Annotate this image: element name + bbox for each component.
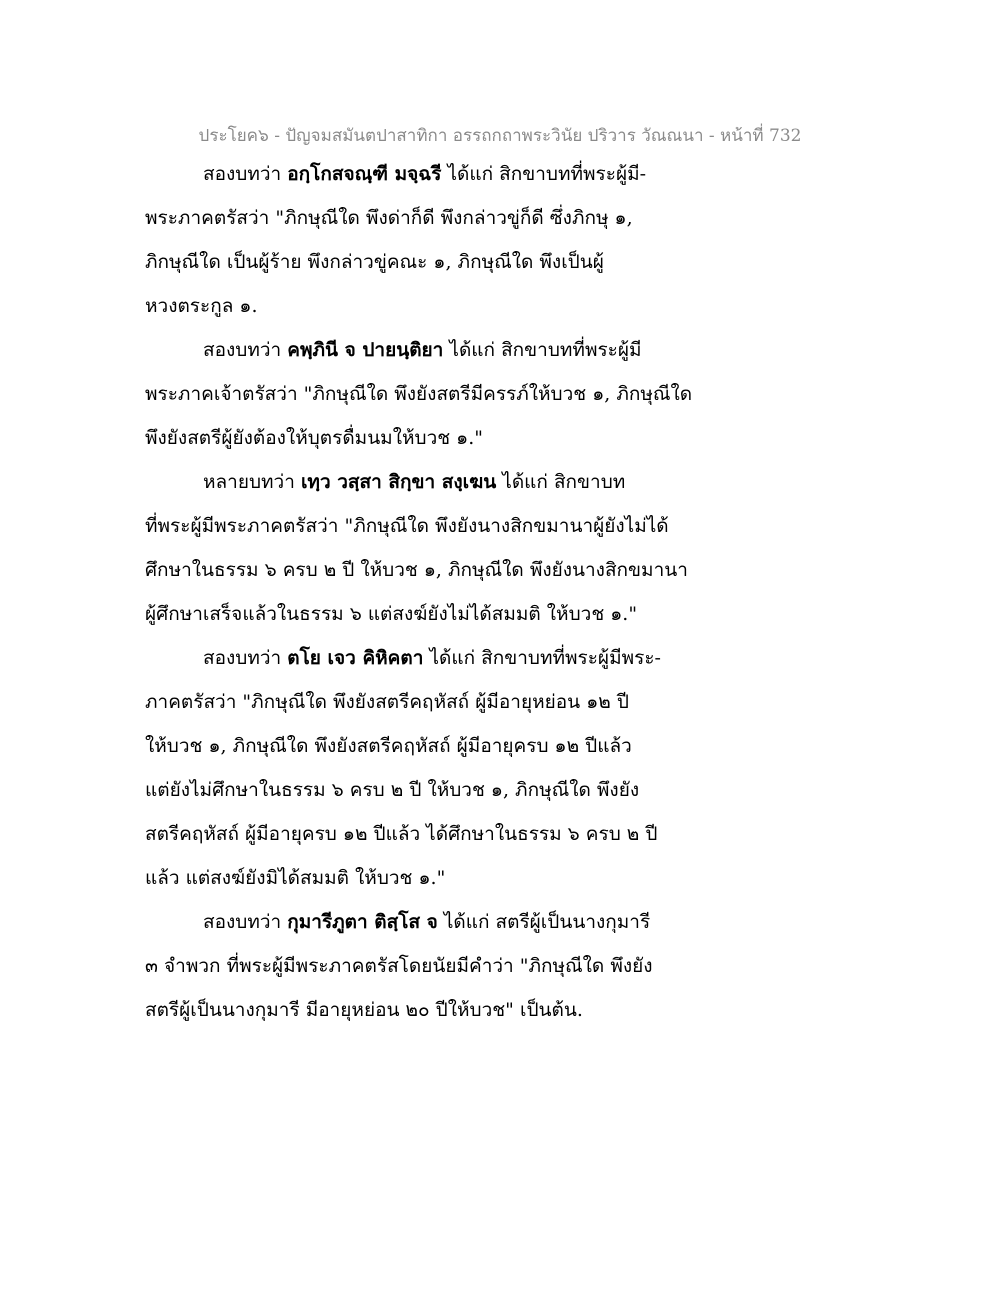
trail-text: ได้แก่ สิกขาบทที่พระผู้มีพระ- bbox=[423, 647, 661, 669]
trail-text: ได้แก่ สตรีผู้เป็นนางกุมารี bbox=[437, 911, 651, 933]
trail-text: ได้แก่ สิกขาบทที่พระผู้มี bbox=[443, 339, 642, 361]
trail-text: ได้แก่ สิกขาบทที่พระผู้มี- bbox=[441, 163, 647, 185]
trail-text: ได้แก่ สิกขาบท bbox=[496, 471, 626, 493]
body-text bbox=[145, 152, 745, 1032]
text-line: ภิกษุณีใด เป็นผู้ร้าย พึงกล่าวขู่คณะ ๑, ภิกษุณีใด พึงเป็นผู้ bbox=[145, 251, 604, 273]
pali-term: เทฺว วสฺสา สิกฺขา สงฺเฆน bbox=[300, 471, 497, 493]
text-line: พระภาคเจ้าตรัสว่า "ภิกษุณีใด พึงยังสตรีมีครรภ์ให้บวช ๑, ภิกษุณีใด bbox=[145, 383, 693, 405]
text-line: แล้ว แต่สงฆ์ยังมิได้สมมติ ให้บวช ๑." bbox=[145, 867, 446, 889]
lead-text: สองบทว่า bbox=[203, 339, 288, 361]
lead-text: สองบทว่า bbox=[203, 163, 288, 185]
pali-term: อกฺโกสจณฺฑี มจฺฉรี bbox=[287, 163, 442, 185]
paragraph bbox=[145, 636, 745, 900]
text-line: ศึกษาในธรรม ๖ ครบ ๒ ปี ให้บวช ๑, ภิกษุณีใด พึงยังนางสิกขมานา bbox=[145, 559, 688, 581]
text-line: พระภาคตรัสว่า "ภิกษุณีใด พึงด่าก็ดี พึงกล่าวขู่ก็ดี ซึ่งภิกษุ ๑, bbox=[145, 207, 633, 229]
text-line: พึงยังสตรีผู้ยังต้องให้บุตรดื่มนมให้บวช ๑." bbox=[145, 427, 484, 449]
pali-term: คพฺภินี จ ปายนฺติยา bbox=[287, 339, 444, 361]
lead-text: สองบทว่า bbox=[203, 911, 288, 933]
paragraph-first-line bbox=[145, 636, 745, 680]
text-line: สตรีผู้เป็นนางกุมารี มีอายุหย่อน ๒๐ ปีให้บวช" เป็นต้น. bbox=[145, 999, 583, 1021]
paragraph-first-line bbox=[145, 460, 745, 504]
text-line: ที่พระผู้มีพระภาคตรัสว่า "ภิกษุณีใด พึงยังนางสิกขมานาผู้ยังไม่ได้ bbox=[145, 515, 669, 537]
paragraph bbox=[145, 152, 745, 328]
page-header: ประโยค๖ - ปัญจมสมันตปาสาทิกา อรรถกถาพระวินัย ปริวาร วัณณนา - หน้าที่ 732 bbox=[198, 126, 802, 146]
paragraph bbox=[145, 900, 745, 1032]
text-line: ให้บวช ๑, ภิกษุณีใด พึงยังสตรีคฤหัสถ์ ผู้มีอายุครบ ๑๒ ปีแล้ว bbox=[145, 735, 632, 757]
text-line: ๓ จำพวก ที่พระผู้มีพระภาคตรัสโดยนัยมีคำว่า "ภิกษุณีใด พึงยัง bbox=[145, 955, 653, 977]
paragraph-first-line bbox=[145, 328, 745, 372]
text-line: สตรีคฤหัสถ์ ผู้มีอายุครบ ๑๒ ปีแล้ว ได้ศึกษาในธรรม ๖ ครบ ๒ ปี bbox=[145, 823, 658, 845]
lead-text: สองบทว่า bbox=[203, 647, 288, 669]
pali-term: กุมารีภูตา ติสฺโส จ bbox=[287, 911, 438, 933]
paragraph-first-line bbox=[145, 152, 745, 196]
paragraph-first-line bbox=[145, 900, 745, 944]
paragraph bbox=[145, 460, 745, 636]
pali-term: ตโย เจว คิหิคตา bbox=[287, 647, 424, 669]
text-line: หวงตระกูล ๑. bbox=[145, 295, 258, 317]
paragraph bbox=[145, 328, 745, 460]
lead-text: หลายบทว่า bbox=[203, 471, 301, 493]
text-line: ผู้ศึกษาเสร็จแล้วในธรรม ๖ แต่สงฆ์ยังไม่ได้สมมติ ให้บวช ๑." bbox=[145, 603, 638, 625]
text-line: ภาคตรัสว่า "ภิกษุณีใด พึงยังสตรีคฤหัสถ์ ผู้มีอายุหย่อน ๑๒ ปี bbox=[145, 691, 629, 713]
text-line: แต่ยังไม่ศึกษาในธรรม ๖ ครบ ๒ ปี ให้บวช ๑, ภิกษุณีใด พึงยัง bbox=[145, 779, 640, 801]
